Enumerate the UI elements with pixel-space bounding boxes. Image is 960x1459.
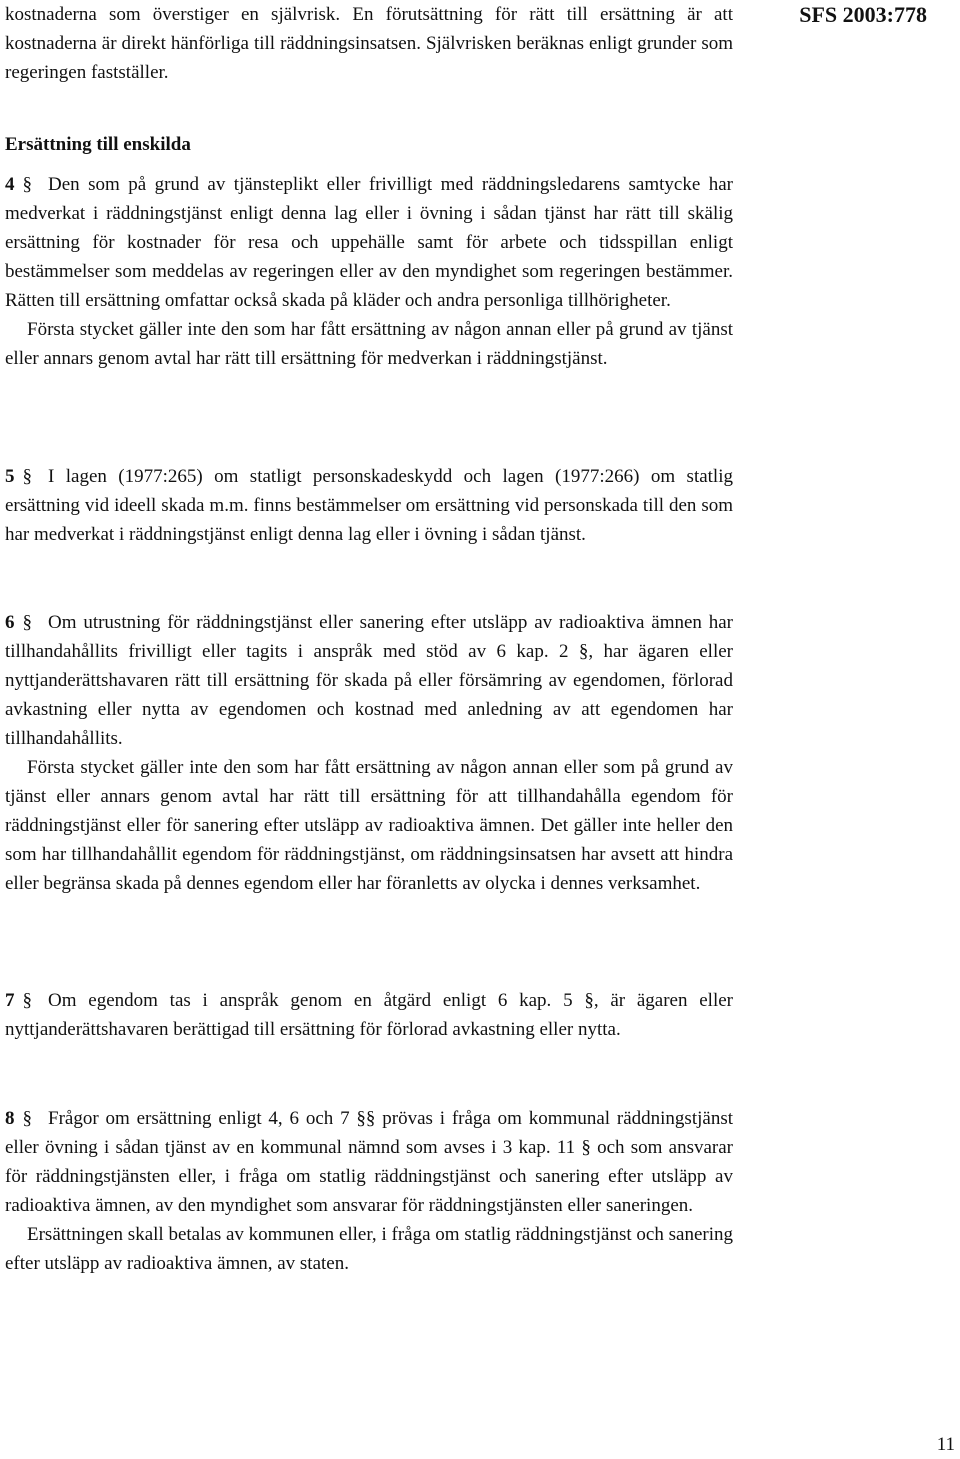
- intro-block: [5, 0, 733, 87]
- section-5: [5, 462, 733, 549]
- section-6-paragraph-1: [5, 608, 733, 753]
- section-number: 6: [5, 612, 15, 633]
- section-8: [5, 1104, 733, 1278]
- section-heading: Ersättning till enskilda: [5, 134, 191, 155]
- paragraph-text: Den som på grund av tjänsteplikt eller frivilligt med räddningsledarens samtycke har medverkat i räddningstjänst enligt denna lag eller i övning i sådan tjänst har rätt till skälig ersättning för kostnader för resa och uppehälle samt för arbete och tidsspillan enligt bestämmelser som meddelas av regeringen eller av den myndighet som regeringen bestämmer. Rätten till ersättning omfattar också skada på kläder och andra personliga tillhörigheter.: [5, 174, 733, 311]
- section-sign: §: [22, 466, 32, 487]
- paragraph-text: Frågor om ersättning enligt 4, 6 och 7 §§ prövas i fråga om kommunal räddningstjänst eller övning i sådan tjänst av en kommunal nämnd som avses i 3 kap. 11 § och som ansvarar för räddningstjänsten eller, i fråga om statlig räddningstjänst och sanering efter utsläpp av radioaktiva ämnen, av den myndighet som ansvarar för räddningstjänsten eller saneringen.: [5, 1108, 733, 1216]
- intro-paragraph: kostnaderna som överstiger en självrisk. En förutsättning för rätt till ersättning är att kostnaderna är direkt hänförliga till räddningsinsatsen. Självrisken beräknas enligt grunder som regeringen fastställer.: [5, 4, 733, 83]
- document-code: SFS 2003:778: [799, 2, 927, 27]
- section-6: [5, 608, 733, 898]
- section-sign: §: [22, 1108, 32, 1129]
- section-sign: §: [22, 990, 32, 1011]
- section-number: 5: [5, 466, 15, 487]
- section-sign: §: [22, 174, 32, 195]
- section-4-paragraph-1: [5, 170, 733, 315]
- section-number: 8: [5, 1108, 15, 1129]
- section-7-paragraph-1: [5, 986, 733, 1044]
- section-5-paragraph-1: [5, 462, 733, 549]
- section-8-paragraph-2: Ersättningen skall betalas av kommunen eller, i fråga om statlig räddningstjänst och sanering efter utsläpp av radioaktiva ämnen, av staten.: [5, 1224, 733, 1274]
- page-number: 11: [936, 1434, 955, 1455]
- paragraph-text: I lagen (1977:265) om statligt personskadeskydd och lagen (1977:266) om statlig ersättning vid ideell skada m.m. finns bestämmelser om ersättning vid personskada till den som har medverkat i räddningstjänst enligt denna lag eller i övning i sådan tjänst.: [5, 466, 733, 545]
- section-4: [5, 170, 733, 373]
- section-6-paragraph-2: Första stycket gäller inte den som har fått ersättning av någon annan eller som på grund av tjänst eller annars genom avtal har rätt till ersättning för att tillhandahålla egendom för räddningstjänst eller för sanering efter utsläpp av radioaktiva ämnen. Det gäller inte heller den som har tillhandahållit egendom för räddningstjänst, om räddningsinsatsen har avsett att hindra eller begränsa skada på dennes egendom eller har föranletts av olycka i dennes verksamhet.: [5, 757, 733, 894]
- section-7: [5, 986, 733, 1044]
- paragraph-text: Om egendom tas i anspråk genom en åtgärd enligt 6 kap. 5 §, är ägaren eller nyttjanderättshavaren berättigad till ersättning för förlorad avkastning eller nytta.: [5, 990, 733, 1040]
- section-8-paragraph-1: [5, 1104, 733, 1220]
- paragraph-text: Om utrustning för räddningstjänst eller sanering efter utsläpp av radioaktiva ämnen har tillhandahållits frivilligt eller tagits i anspråk med stöd av 6 kap. 2 §, har ägaren eller nyttjanderättshavaren rätt till ersättning för skada på eller försämring av egendomen, förlorad avkastning eller nytta av egendomen och kostnad med anledning av att egendomen har tillhandahållits.: [5, 612, 733, 749]
- section-number: 7: [5, 990, 15, 1011]
- section-number: 4: [5, 174, 15, 195]
- section-sign: §: [22, 612, 32, 633]
- section-4-paragraph-2: Första stycket gäller inte den som har fått ersättning av någon annan eller på grund av tjänst eller annars genom avtal har rätt till ersättning för medverkan i räddningstjänst.: [5, 319, 733, 369]
